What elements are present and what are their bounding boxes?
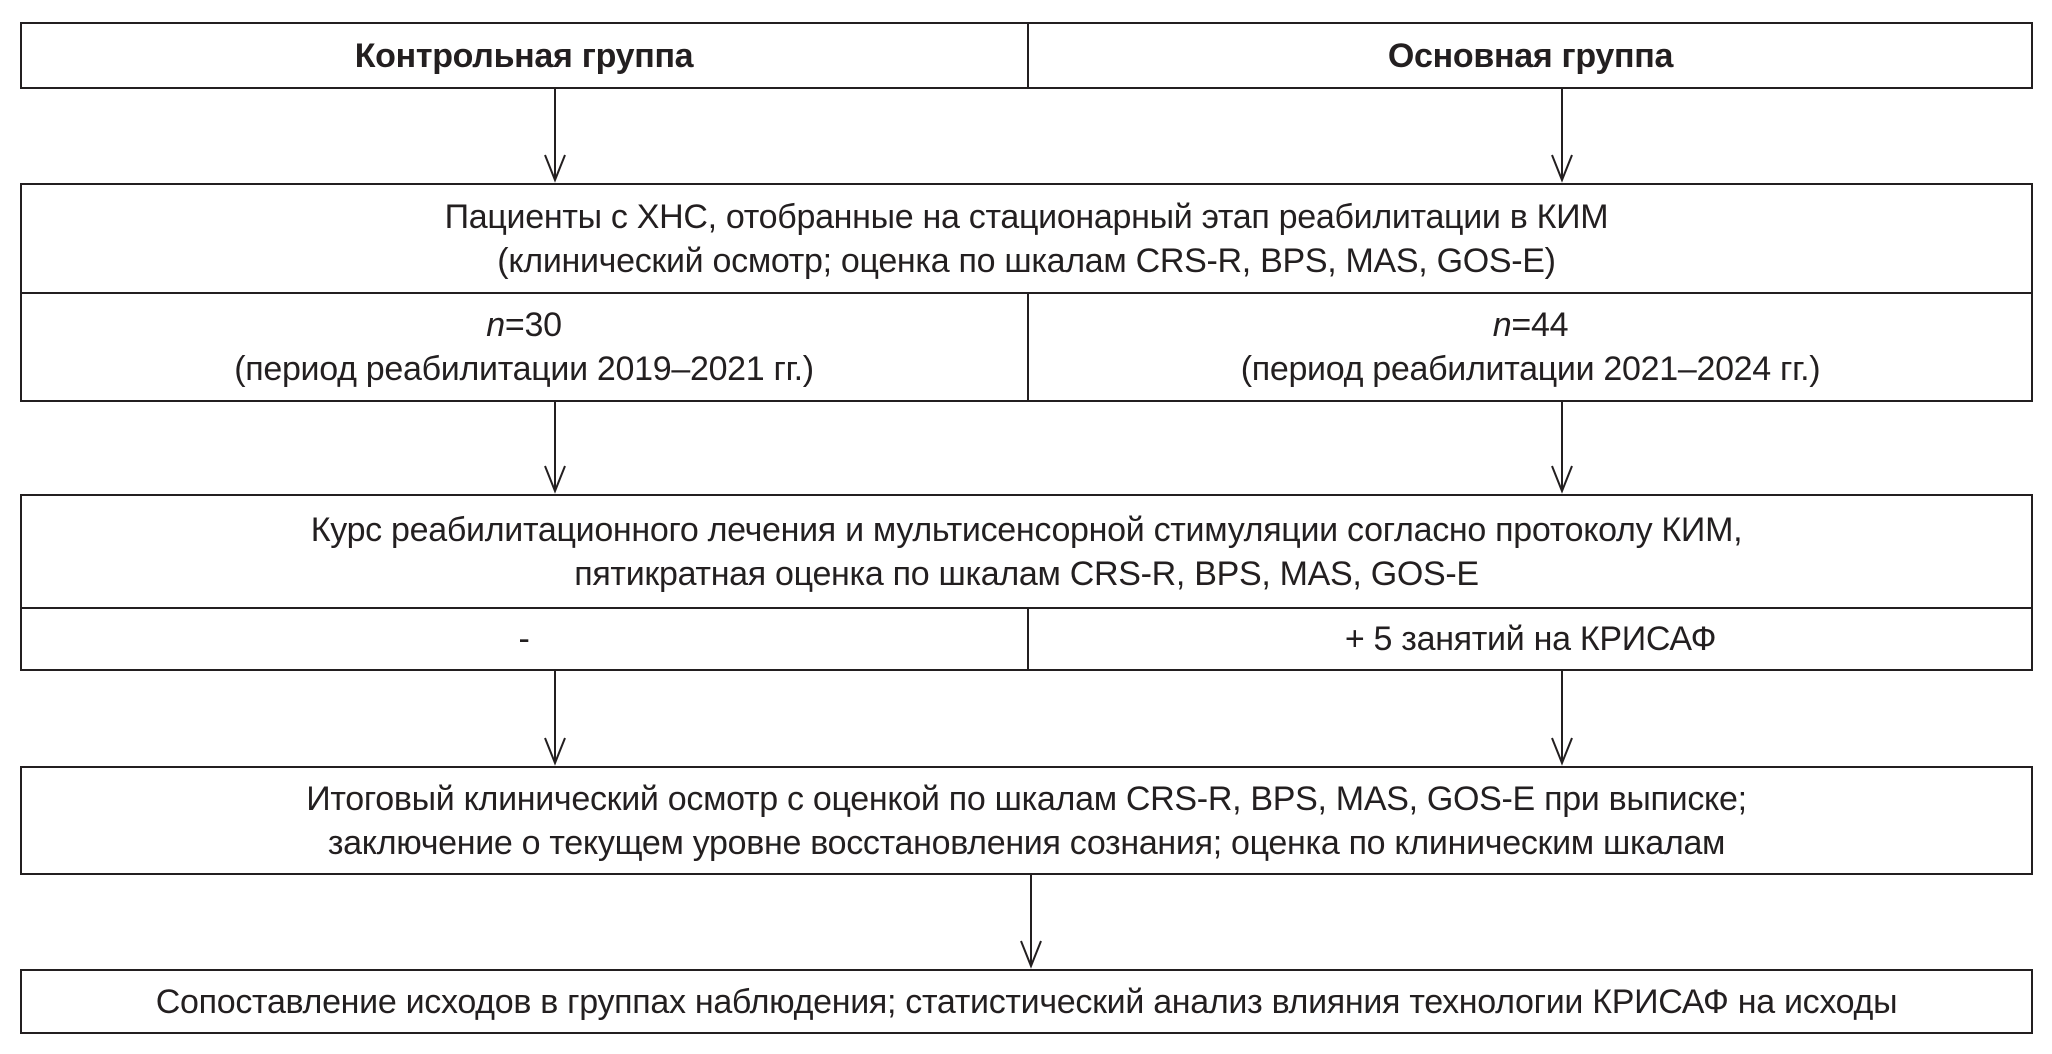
control-group-label: Контрольная группа [354, 36, 694, 75]
comparison-description: Сопоставление исходов в группах наблюдения; статистический анализ влияния технологии КРИСАФ на исходы [155, 982, 1898, 1021]
selection-line-1: Пациенты с ХНС, отобранные на стационарный этап реабилитации в КИМ [444, 197, 1609, 236]
course-line-2: пятикратная оценка по шкалам CRS-R, BPS, MAS, GOS-E [574, 554, 1479, 593]
main-group-label: Основная группа [1387, 36, 1674, 75]
arrow-control-to-final [545, 671, 565, 763]
arrow-main-to-final [1552, 671, 1572, 763]
control-period: (период реабилитации 2019–2021 гг.) [234, 350, 814, 388]
final-exam-line-2: заключение о текущем уровне восстановления сознания; оценка по клиническим шкалам [327, 823, 1726, 862]
control-group-addition: - [518, 620, 530, 658]
control-n-symbol: n [486, 306, 505, 344]
control-n-value: =30 [504, 306, 562, 344]
main-group-addition: + 5 занятий на КРИСАФ [1344, 620, 1717, 658]
course-line-1: Курс реабилитационного лечения и мультисенсорной стимуляции согласно протоколу КИМ, [310, 510, 1743, 549]
arrow-main-to-selection [1552, 89, 1572, 180]
arrow-control-to-selection [545, 89, 565, 180]
selection-line-2: (клинический осмотр; оценка по шкалам CRS-R, BPS, MAS, GOS-E) [497, 241, 1556, 280]
main-n-value: =44 [1511, 306, 1569, 344]
final-exam-line-1: Итоговый клинический осмотр с оценкой по шкалам CRS-R, BPS, MAS, GOS-E при выписке; [306, 779, 1747, 818]
arrow-control-to-course [545, 402, 565, 491]
arrow-main-to-course [1552, 402, 1572, 491]
main-period: (период реабилитации 2021–2024 гг.) [1240, 350, 1821, 388]
main-n-symbol: n [1492, 306, 1512, 344]
arrow-final-to-comparison [1021, 875, 1041, 966]
